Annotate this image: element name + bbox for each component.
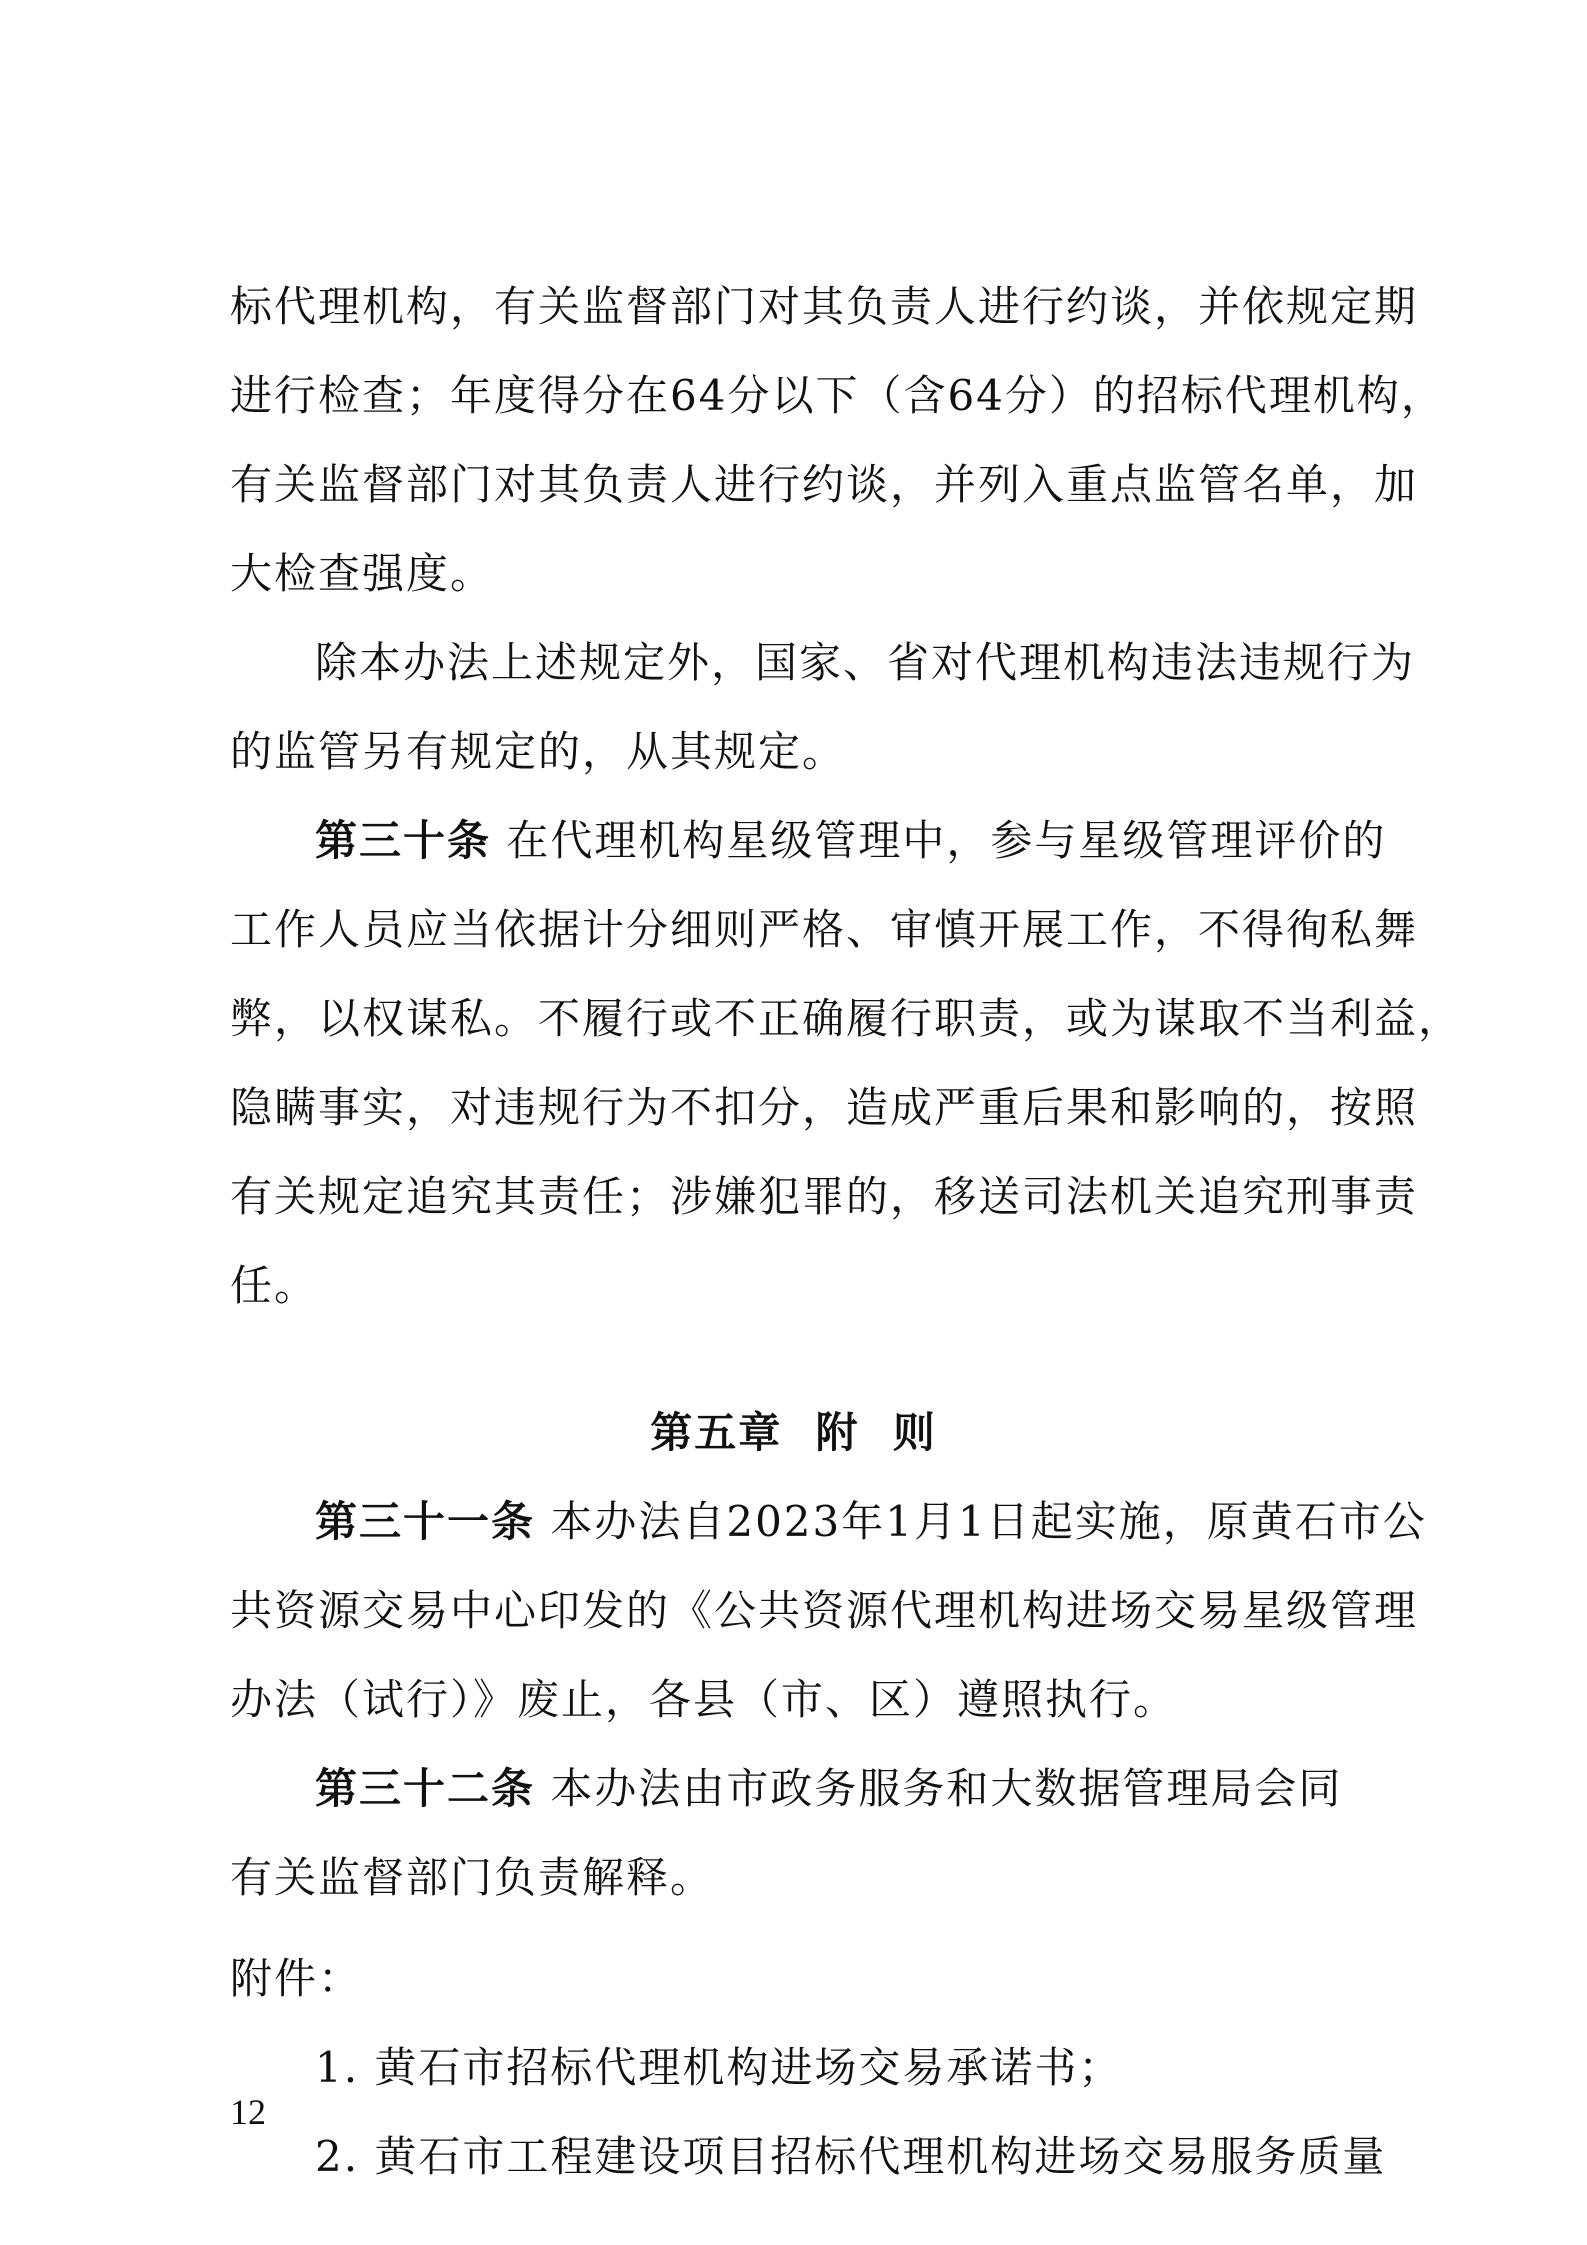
article-31-first-line [315, 1497, 1427, 1547]
article-text: 本办法自2023年1月1日起实施，原黄石市公 [535, 1497, 1427, 1546]
article-30-first-line [315, 816, 1386, 866]
article-label: 第三十二条 [315, 1764, 536, 1813]
paragraph-line: 隐瞒事实，对违规行为不扣分，造成严重后果和影响的，按照 [230, 1083, 1419, 1132]
page-number: 12 [230, 2092, 266, 2132]
paragraph-line: 工作人员应当依据计分细则严格、审慎开展工作，不得徇私舞 [230, 905, 1419, 954]
paragraph-line: 除本办法上述规定外，国家、省对代理机构违法违规行为 [315, 638, 1416, 687]
paragraph-line: 任。 [230, 1261, 319, 1310]
article-text: 在代理机构星级管理中，参与星级管理评价的 [491, 816, 1387, 865]
paragraph-line: 进行检查；年度得分在64分以下（含64分）的招标代理机构， [230, 371, 1445, 420]
paragraph-line: 弊，以权谋私。不履行或不正确履行职责，或为谋取不当利益， [230, 994, 1463, 1043]
paragraph-line: 办法（试行）》废止，各县（市、区）遵照执行。 [230, 1675, 1178, 1724]
attachments-label: 附件： [230, 1954, 363, 2003]
article-text: 本办法由市政务服务和大数据管理局会同 [535, 1764, 1343, 1813]
chapter-heading: 第五章 附 则 [650, 1408, 937, 1457]
paragraph-line: 大检查强度。 [230, 549, 495, 598]
attachment-item: 2. 黄石市工程建设项目招标代理机构进场交易服务质量 [315, 2132, 1387, 2181]
paragraph-line: 共资源交易中心印发的《公共资源代理机构进场交易星级管理 [230, 1586, 1419, 1635]
paragraph-line: 有关规定追究其责任；涉嫌犯罪的，移送司法机关追究刑事责 [230, 1172, 1419, 1221]
paragraph-line: 的监管另有规定的，从其规定。 [230, 727, 847, 776]
paragraph-line: 标代理机构，有关监督部门对其负责人进行约谈，并依规定期 [230, 282, 1419, 331]
paragraph-line: 有关监督部门负责解释。 [230, 1853, 715, 1902]
article-label: 第三十条 [315, 816, 492, 865]
article-label: 第三十一条 [315, 1497, 536, 1546]
paragraph-line: 有关监督部门对其负责人进行约谈，并列入重点监管名单，加 [230, 460, 1419, 509]
article-32-first-line [315, 1764, 1342, 1814]
attachment-item: 1. 黄石市招标代理机构进场交易承诺书； [315, 2043, 1123, 2092]
